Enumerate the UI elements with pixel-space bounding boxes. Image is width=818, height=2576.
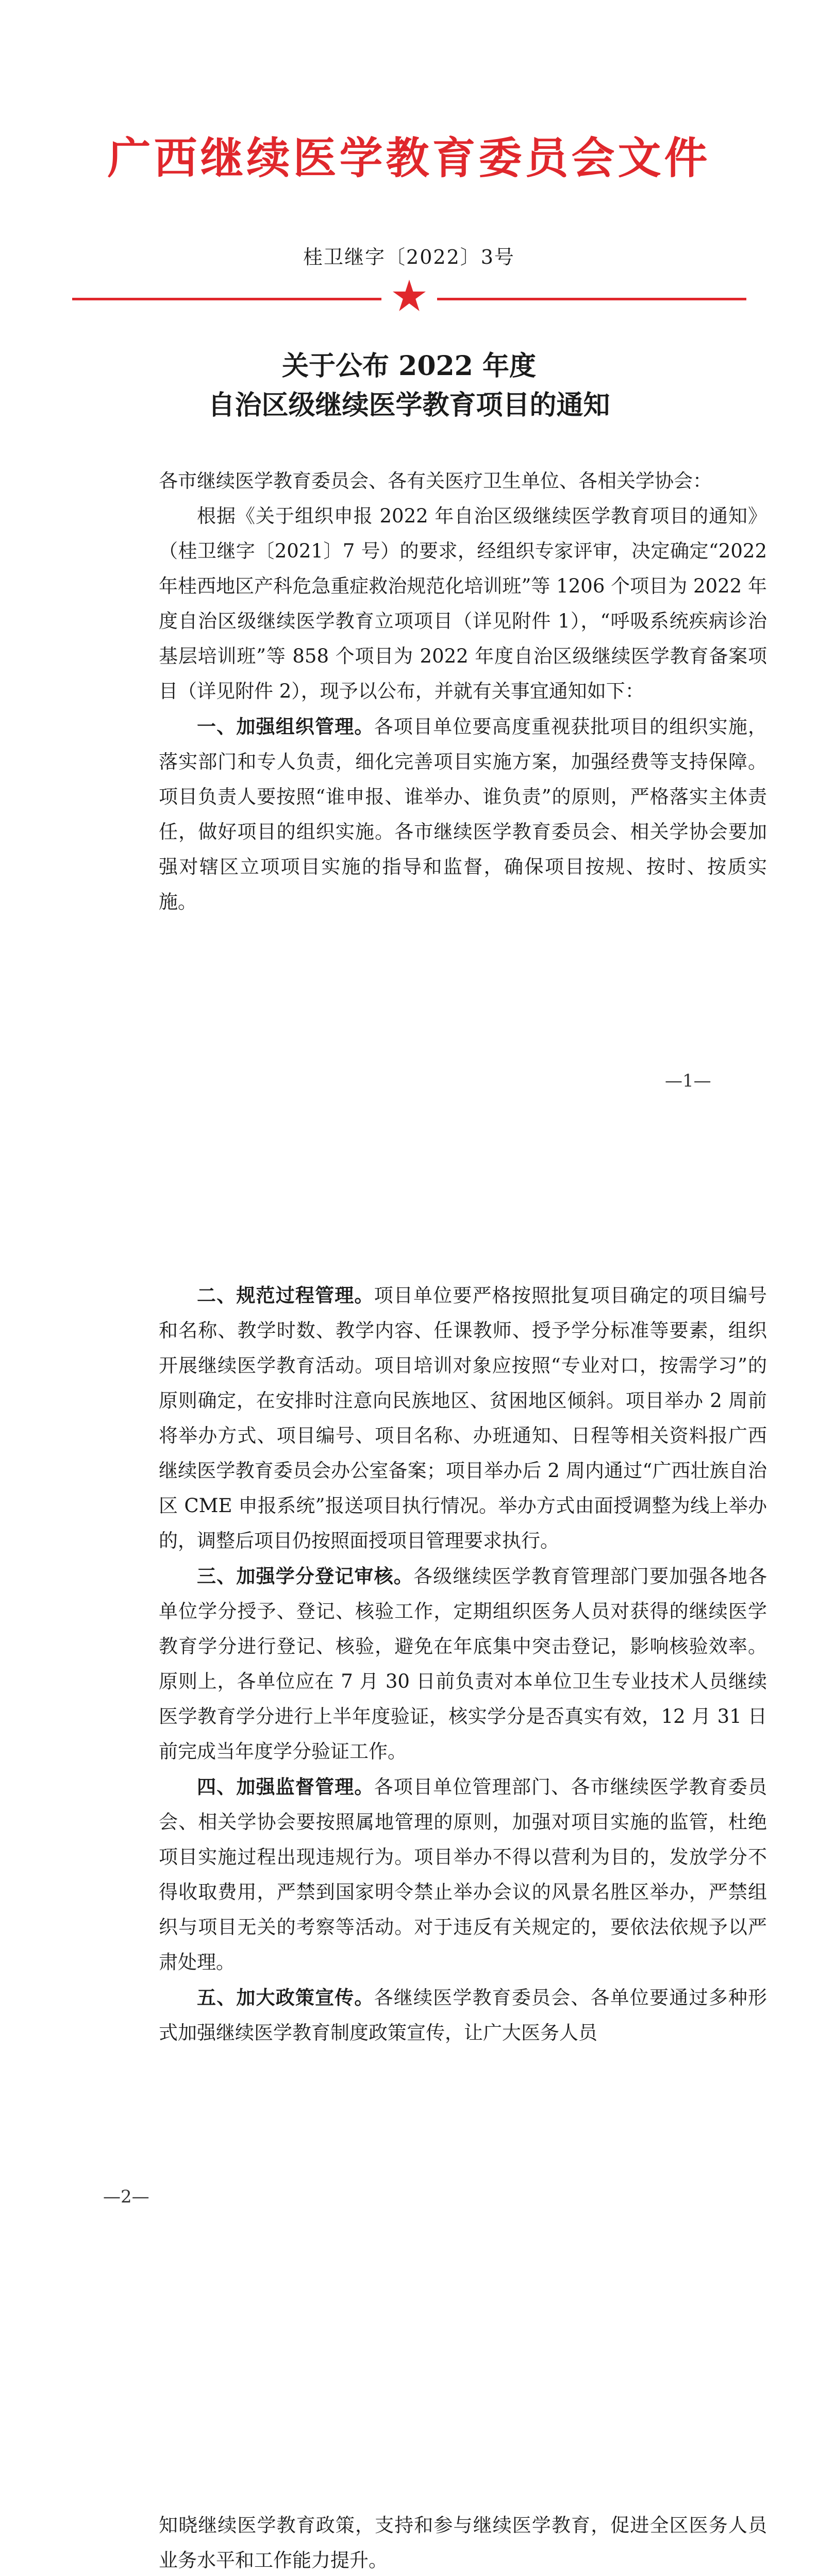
document-header-title: 广西继续医学教育委员会文件 — [107, 132, 711, 183]
section-5-continuation: 知晓继续医学教育政策，支持和参与继续医学教育，促进全区医务人员业务水平和工作能力提升。 — [159, 2514, 767, 2571]
notice-body-page1 — [159, 464, 767, 920]
section-4 — [159, 1769, 767, 1980]
page-number: —2— — [103, 2187, 149, 2207]
document-number: 桂卫继字〔2022〕3号 — [303, 246, 515, 268]
section-5-heading: 五、加大政策宣传。 — [197, 1986, 374, 2009]
section-3 — [159, 1558, 767, 1769]
notice-title-line1: 关于公布 2022 年度 — [282, 350, 536, 382]
page-2 — [0, 1156, 818, 2312]
intro-paragraph: 根据《关于组织申报 2022 年自治区级继续医学教育项目的通知》（桂卫继字〔2021〕7 号）的要求，经组织专家评审，决定确定“2022 年桂西地区产科危急重症救治规范化培训班”等 1206 个项目为 2022 年度自治区级继续医学教育立项项目（详见附件 1），“呼吸系统疾病诊治基层培训班”等 858 个项目为 2022 年度自治区级继续医学教育备案项目（详见附件 2），现予以公布，并就有关事宜通知如下： — [159, 505, 767, 702]
section-2 — [159, 1278, 767, 1558]
notice-body-page3 — [159, 2508, 767, 2576]
notice-body-page2 — [159, 1278, 767, 2050]
page-3 — [0, 2312, 818, 2576]
section-3-heading: 三、加强学分登记审核。 — [197, 1565, 413, 1587]
section-4-body: 各项目单位管理部门、各市继续医学教育委员会、相关学协会要按照属地管理的原则，加强对项目实施的监管，杜绝项目实施过程出现违规行为。项目举办不得以营利为目的，发放学分不得收取费用，严禁到国家明令禁止举办会议的风景名胜区举办，严禁组织与项目无关的考察等活动。对于违反有关规定的，要依法依规予以严肃处理。 — [159, 1776, 767, 1973]
section-3-body: 各级继续医学教育管理部门要加强各地各单位学分授予、登记、核验工作，定期组织医务人员对获得的继续医学教育学分进行登记、核验，避免在年底集中突击登记，影响核验效率。原则上，各单位应在 7 月 30 日前负责对本单位卫生专业技术人员继续医学教育学分进行上半年度验证，核实学分是否真实有效，12 月 31 日前完成当年度学分验证工作。 — [159, 1565, 767, 1762]
red-divider-left — [72, 298, 381, 300]
section-5 — [159, 1980, 767, 2050]
salutation: 各市继续医学教育委员会、各有关医疗卫生单位、各相关学协会： — [159, 470, 712, 492]
notice-title-line2: 自治区级继续医学教育项目的通知 — [208, 389, 610, 421]
section-4-heading: 四、加强监督管理。 — [197, 1775, 374, 1798]
section-1 — [159, 709, 767, 920]
page-number: —1— — [665, 1071, 711, 1091]
section-2-body: 项目单位要严格按照批复项目确定的项目编号和名称、教学时数、教学内容、任课教师、授予学分标准等要素，组织开展继续医学教育活动。项目培训对象应按照“专业对口，按需学习”的原则确定，在安排时注意向民族地区、贫困地区倾斜。项目举办 2 周前将举办方式、项目编号、项目名称、办班通知、日程等相关资料报广西继续医学教育委员会办公室备案；项目举办后 2 周内通过“广西壮族自治区 CME 申报系统”报送项目执行情况。举办方式由面授调整为线上举办的，调整后项目仍按照面授项目管理要求执行。 — [159, 1284, 767, 1552]
section-5-body: 各继续医学教育委员会、各单位要通过多种形式加强继续医学教育制度政策宣传，让广大医务人员 — [159, 1987, 767, 2044]
section-1-heading: 一、加强组织管理。 — [197, 715, 374, 738]
red-star-icon — [392, 278, 427, 313]
red-divider-right — [437, 298, 746, 300]
page-1 — [0, 0, 818, 1156]
section-2-heading: 二、规范过程管理。 — [197, 1284, 374, 1307]
section-1-body: 各项目单位要高度重视获批项目的组织实施，落实部门和专人负责，细化完善项目实施方案，加强经费等支持保障。项目负责人要按照“谁申报、谁举办、谁负责”的原则，严格落实主体责任，做好项目的组织实施。各市继续医学教育委员会、相关学协会要加强对辖区立项项目实施的指导和监督，确保项目按规、按时、按质实施。 — [159, 716, 767, 913]
